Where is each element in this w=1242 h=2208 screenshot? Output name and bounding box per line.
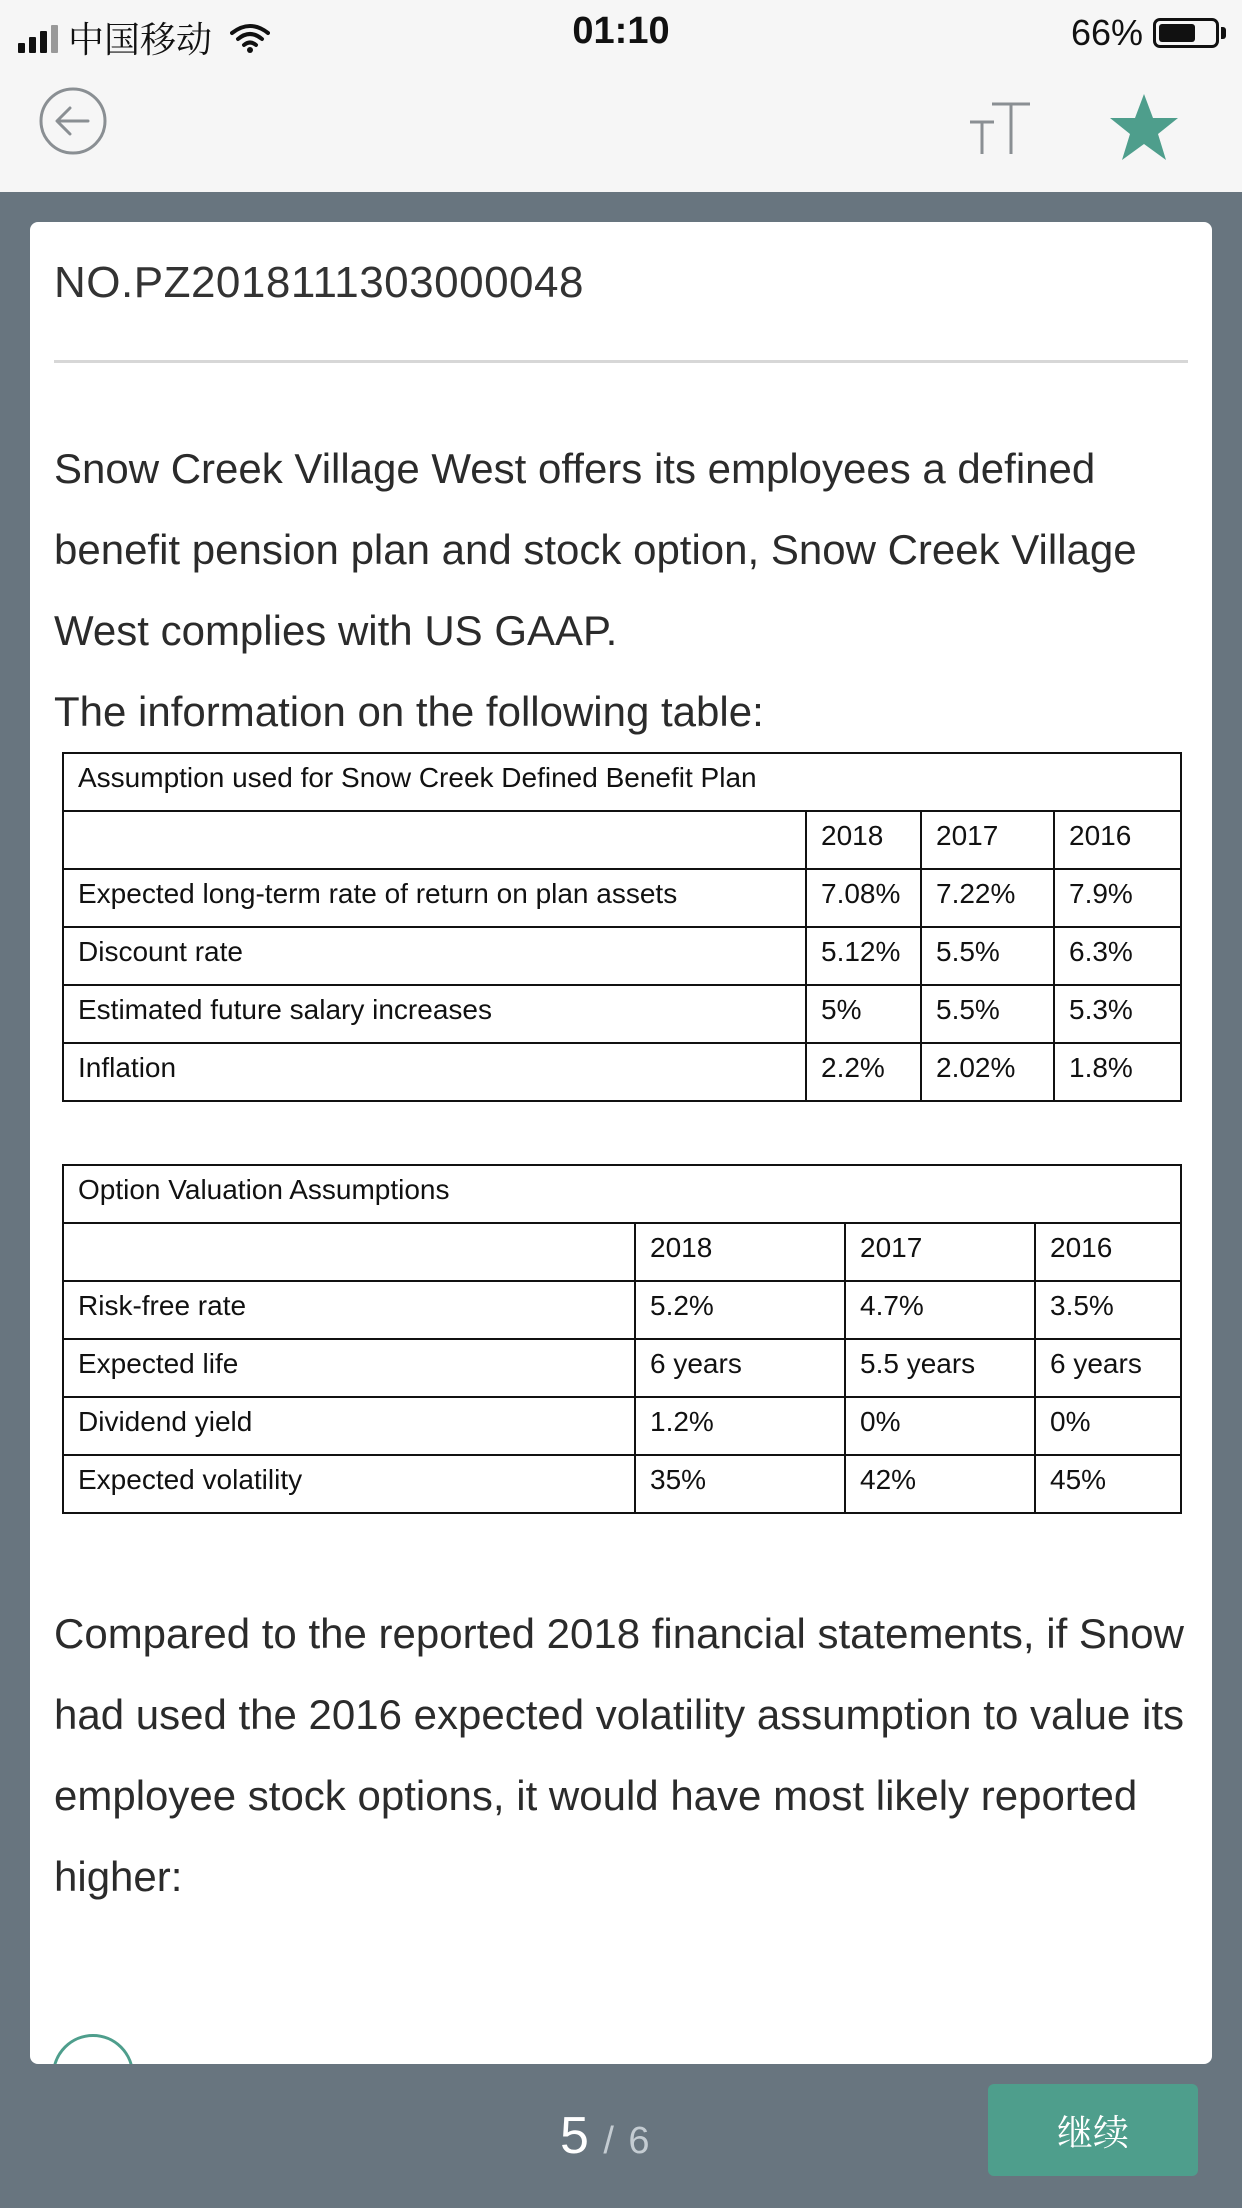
table-cell: 5.5% — [921, 985, 1054, 1043]
question-lead-in: The information on the following table: — [54, 688, 764, 735]
table-cell: 3.5% — [1035, 1281, 1181, 1339]
table-row — [63, 1281, 1181, 1339]
table-cell: 2.2% — [806, 1043, 921, 1101]
table-cell: 35% — [635, 1455, 845, 1513]
column-header: 2018 — [635, 1223, 845, 1281]
column-header: 2016 — [1035, 1223, 1181, 1281]
table-cell: 1.8% — [1054, 1043, 1181, 1101]
option-table-caption-row — [63, 1165, 1181, 1223]
table-row — [63, 1455, 1181, 1513]
table-cell: 5.2% — [635, 1281, 845, 1339]
battery-icon — [1153, 18, 1219, 48]
table-cell: 7.08% — [806, 869, 921, 927]
clock: 01:10 — [572, 10, 670, 52]
back-arrow-icon[interactable] — [38, 86, 108, 156]
total-pages: 6 — [628, 2120, 650, 2162]
table-cell: 0% — [845, 1397, 1035, 1455]
page-indicator — [560, 2106, 650, 2166]
table-row — [63, 1043, 1181, 1101]
table-row — [63, 869, 1181, 927]
column-header — [63, 811, 806, 869]
table-row — [63, 927, 1181, 985]
pension-table-header-row — [63, 811, 1181, 869]
column-header: 2018 — [806, 811, 921, 869]
table-cell: 5.12% — [806, 927, 921, 985]
table-cell: 45% — [1035, 1455, 1181, 1513]
pension-table-caption-row — [63, 753, 1181, 811]
column-header: 2017 — [921, 811, 1054, 869]
row-label: Discount rate — [63, 927, 806, 985]
row-label: Dividend yield — [63, 1397, 635, 1455]
navigation-bar — [0, 62, 1242, 192]
option-assumptions-table — [62, 1164, 1182, 1514]
table-cell: 7.9% — [1054, 869, 1181, 927]
column-header — [63, 1223, 635, 1281]
table-row — [63, 1397, 1181, 1455]
font-size-icon[interactable] — [968, 96, 1032, 156]
continue-button[interactable]: 继续 — [988, 2084, 1198, 2176]
table-cell: 5% — [806, 985, 921, 1043]
row-label: Risk-free rate — [63, 1281, 635, 1339]
table-cell: 6 years — [635, 1339, 845, 1397]
status-bar — [0, 0, 1242, 62]
table-row — [63, 1339, 1181, 1397]
row-label: Estimated future salary increases — [63, 985, 806, 1043]
table-cell: 5.5 years — [845, 1339, 1035, 1397]
table-cell: 6 years — [1035, 1339, 1181, 1397]
table-row — [63, 985, 1181, 1043]
table-cell: 1.2% — [635, 1397, 845, 1455]
column-header: 2016 — [1054, 811, 1181, 869]
battery-percent: 66% — [1070, 12, 1143, 53]
option-table-caption: Option Valuation Assumptions — [63, 1165, 1181, 1223]
table-cell: 0% — [1035, 1397, 1181, 1455]
table-cell: 4.7% — [845, 1281, 1035, 1339]
table-cell: 5.5% — [921, 927, 1054, 985]
battery-group — [1071, 12, 1226, 54]
table-cell: 5.3% — [1054, 985, 1181, 1043]
pension-assumptions-table — [62, 752, 1182, 1102]
column-header: 2017 — [845, 1223, 1035, 1281]
question-prompt: Compared to the reported 2018 financial statements, if Snow had used the 2016 expected volatility assumption to value its employee stock options, it would have most likely reported higher: — [54, 1610, 1185, 1900]
question-card — [30, 222, 1212, 2064]
page-separator: / — [603, 2120, 614, 2162]
row-label: Expected long-term rate of return on plan assets — [63, 869, 806, 927]
row-label: Inflation — [63, 1043, 806, 1101]
question-number: NO.PZ2018111303000048 — [54, 258, 584, 307]
star-icon[interactable] — [1108, 92, 1180, 162]
option-a-radio[interactable] — [52, 2034, 134, 2064]
table-cell: 6.3% — [1054, 927, 1181, 985]
pension-table-caption: Assumption used for Snow Creek Defined Benefit Plan — [63, 753, 1181, 811]
carrier-label: 中国移动 — [68, 19, 213, 60]
table-cell: 42% — [845, 1455, 1035, 1513]
table-cell: 2.02% — [921, 1043, 1054, 1101]
divider — [54, 360, 1188, 363]
question-intro: Snow Creek Village West offers its employees a defined benefit pension plan and stock option, Snow Creek Village West complies with US GAAP. — [54, 445, 1137, 654]
option-table-header-row — [63, 1223, 1181, 1281]
row-label: Expected volatility — [63, 1455, 635, 1513]
table-cell: 7.22% — [921, 869, 1054, 927]
row-label: Expected life — [63, 1339, 635, 1397]
current-page: 5 — [560, 2107, 589, 2165]
